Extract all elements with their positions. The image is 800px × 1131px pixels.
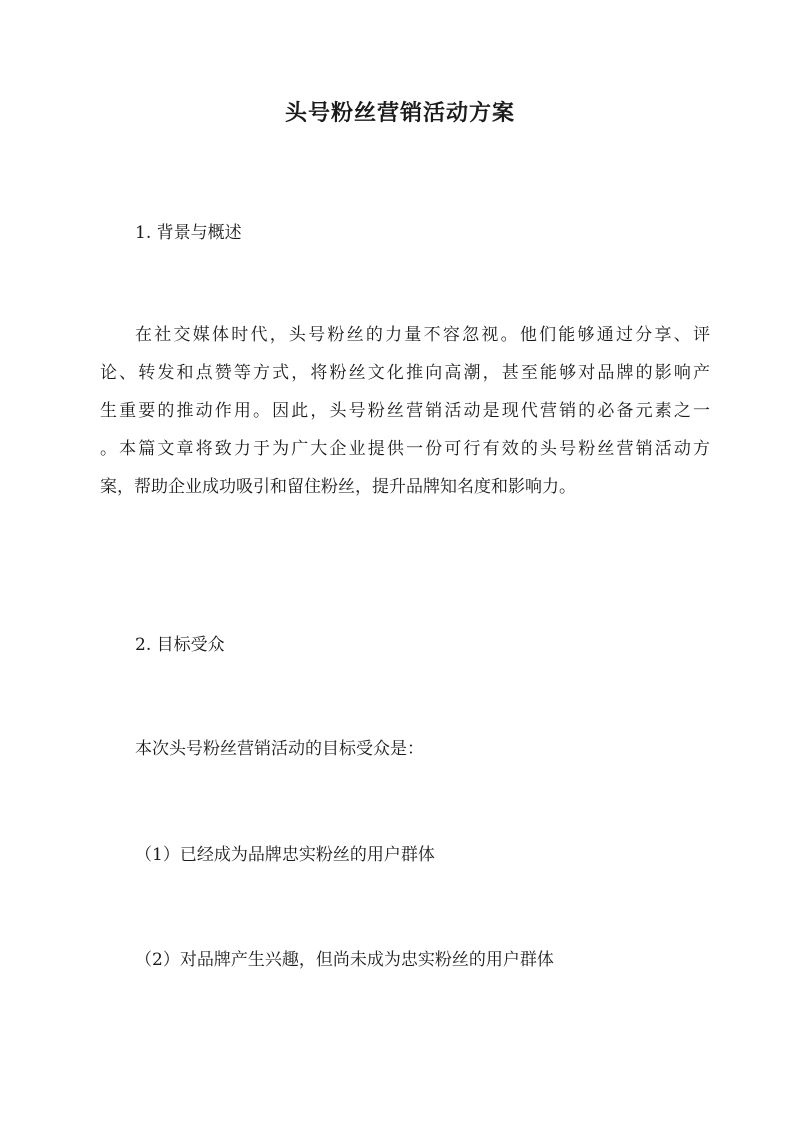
background-paragraph (100, 316, 710, 506)
paragraph-line: 。本篇文章将致力于为广大企业提供一份可行有效的头号粉丝营销活动方 (100, 439, 710, 459)
list-item: （2）对品牌产生兴趣，但尚未成为忠实粉丝的用户群体 (135, 950, 554, 970)
paragraph-line: 案，帮助企业成功吸引和留住粉丝，提升品牌知名度和影响力。 (100, 477, 576, 497)
target-audience-intro: 本次头号粉丝营销活动的目标受众是： (135, 739, 424, 759)
paragraph-line: 生重要的推动作用。因此，头号粉丝营销活动是现代营销的必备元素之一 (100, 401, 710, 421)
paragraph-line: 在社交媒体时代，头号粉丝的力量不容忽视。他们能够通过分享、评 (135, 325, 710, 345)
paragraph-line: 论、转发和点赞等方式，将粉丝文化推向高潮，甚至能够对品牌的影响产 (100, 363, 710, 383)
list-item: （1）已经成为品牌忠实粉丝的用户群体 (135, 845, 435, 865)
document-title: 头号粉丝营销活动方案 (284, 100, 515, 126)
section-heading-background: 1. 背景与概述 (135, 223, 242, 243)
section-heading-target-audience: 2. 目标受众 (135, 635, 225, 655)
